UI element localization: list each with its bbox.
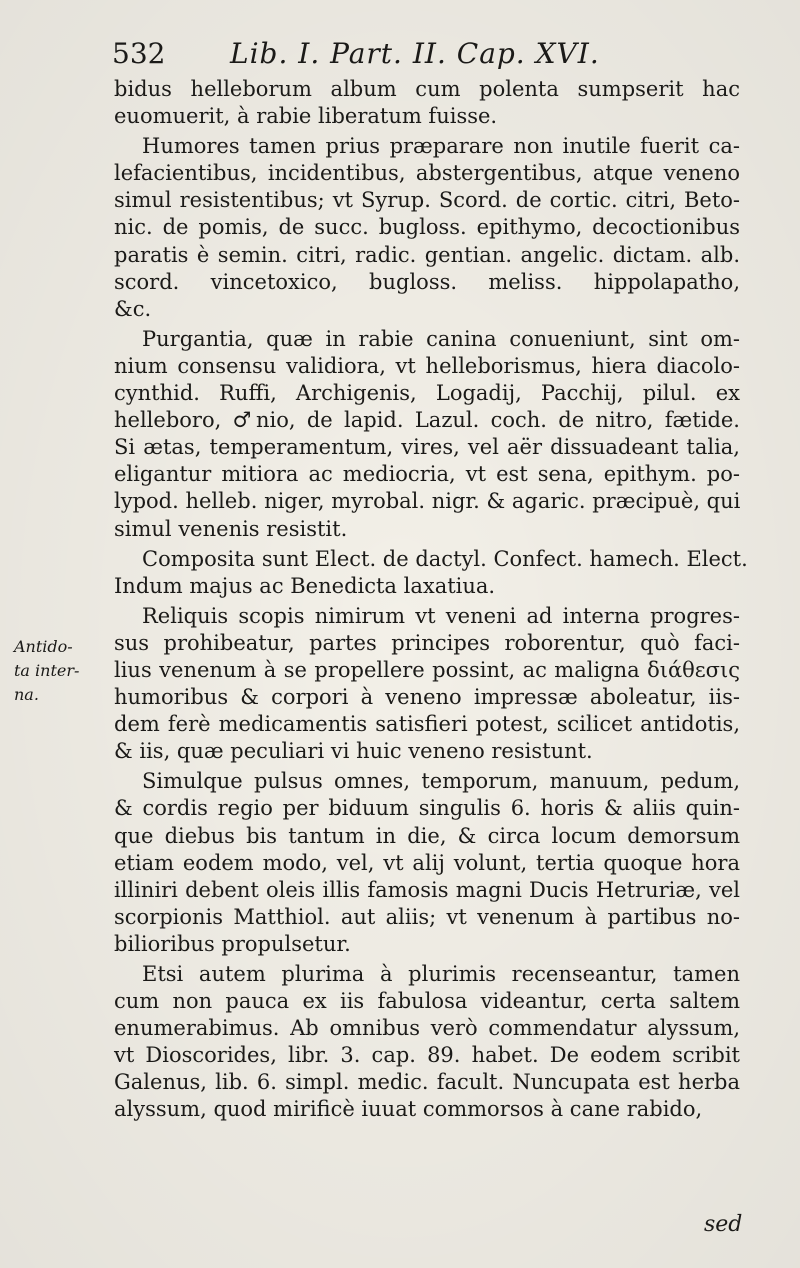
text-line: scord. vincetoxico, bugloss. meliss. hippolapatho, bbox=[114, 269, 740, 294]
marginal-note-line: na. bbox=[14, 685, 39, 704]
paragraph bbox=[114, 76, 740, 130]
marginal-note-line: ta inter- bbox=[14, 661, 80, 680]
text-line: paratis è semin. citri, radic. gentian. angelic. dictam. alb. bbox=[114, 242, 740, 267]
text-line: cum non pauca ex iis fabulosa videantur, certa saltem bbox=[114, 989, 740, 1014]
page-number: 532 bbox=[112, 37, 166, 70]
text-line: lypod. helleb. niger, myrobal. nigr. & agaric. præcipuè, qui bbox=[114, 489, 741, 514]
text-line: que diebus bis tantum in die, & circa locum demorsum bbox=[114, 823, 740, 848]
text-line: & iis, quæ peculiari vi huic veneno resistunt. bbox=[114, 739, 593, 764]
body-text bbox=[114, 76, 748, 1127]
text-line: bilioribus propulsetur. bbox=[114, 931, 351, 956]
text-line: scorpionis Matthiol. aut aliis; vt venenum à partibus no- bbox=[114, 904, 740, 929]
text-line: enumerabimus. Ab omnibus verò commendatur alyssum, bbox=[114, 1016, 740, 1041]
text-line: Purgantia, quæ in rabie canina conueniunt, sint om- bbox=[142, 326, 740, 351]
marginal-note-line: Antido- bbox=[14, 637, 73, 656]
text-line: helleboro, ♂nio, de lapid. Lazul. coch. de nitro, fætide. bbox=[114, 408, 740, 433]
text-line: Simulque pulsus omnes, temporum, manuum, pedum, bbox=[142, 769, 740, 794]
text-line: & cordis regio per biduum singulis 6. horis & aliis quin- bbox=[114, 796, 740, 821]
text-line: etiam eodem modo, vel, vt alij volunt, tertia quoque hora bbox=[114, 850, 740, 875]
text-line: eligantur mitiora ac mediocria, vt est sena, epithym. po- bbox=[114, 462, 740, 487]
text-line: lius venenum à se propellere possint, ac maligna διάθεσις bbox=[114, 657, 740, 682]
paragraph bbox=[114, 603, 740, 766]
text-line: simul venenis resistit. bbox=[114, 516, 348, 541]
text-line: Si ætas, temperamentum, vires, vel aër dissuadeant talia, bbox=[114, 435, 740, 460]
paragraph bbox=[114, 768, 740, 958]
running-title: Lib. I. Part. II. Cap. XVI. bbox=[230, 37, 600, 70]
text-line: Composita sunt Elect. de dactyl. Confect. hamech. Elect. bbox=[142, 546, 748, 571]
text-line: Reliquis scopis nimirum vt veneni ad interna progres- bbox=[142, 603, 740, 628]
paragraph bbox=[114, 961, 740, 1124]
paragraph bbox=[114, 133, 740, 323]
text-line: Humores tamen prius præparare non inutile fuerit ca- bbox=[142, 134, 740, 159]
text-line: alyssum, quod mirificè iuuat commorsos à cane rabido, bbox=[114, 1097, 703, 1122]
text-line: dem ferè medicamentis satisfieri potest, scilicet antidotis, bbox=[114, 712, 740, 737]
page-header bbox=[112, 34, 772, 74]
paragraph bbox=[114, 546, 748, 600]
text-line: humoribus & corpori à veneno impressæ aboleatur, iis- bbox=[114, 685, 740, 710]
text-line: lefacientibus, incidentibus, abstergentibus, atque veneno bbox=[114, 161, 740, 186]
text-line: sus prohibeatur, partes principes roborentur, quò faci- bbox=[114, 630, 740, 655]
text-line: nium consensu validiora, vt helleborismus, hiera diacolo- bbox=[114, 353, 740, 378]
text-line: &c. bbox=[114, 296, 152, 321]
text-line: nic. de pomis, de succ. bugloss. epithymo, decoctionibus bbox=[114, 215, 740, 240]
text-line: euomuerit, à rabie liberatum fuisse. bbox=[114, 104, 498, 129]
paragraph bbox=[114, 326, 740, 543]
text-line: vt Dioscorides, libr. 3. cap. 89. habet. De eodem scribit bbox=[114, 1043, 740, 1068]
text-line: illiniri debent oleis illis famosis magni Ducis Hetruriæ, vel bbox=[114, 877, 740, 902]
text-line: bidus helleborum album cum polenta sumpserit hac bbox=[114, 77, 740, 101]
text-line: Etsi autem plurima à plurimis recenseantur, tamen bbox=[142, 962, 740, 986]
text-line: Indum majus ac Benedicta laxatiua. bbox=[114, 573, 496, 598]
marginal-note bbox=[14, 635, 104, 707]
text-line: Galenus, lib. 6. simpl. medic. facult. Nuncupata est herba bbox=[114, 1070, 740, 1095]
text-line: cynthid. Ruffi, Archigenis, Logadij, Pacchij, pilul. ex bbox=[114, 381, 740, 406]
text-line: simul resistentibus; vt Syrup. Scord. de cortic. citri, Beto- bbox=[114, 188, 740, 213]
catchword: sed bbox=[704, 1212, 743, 1237]
